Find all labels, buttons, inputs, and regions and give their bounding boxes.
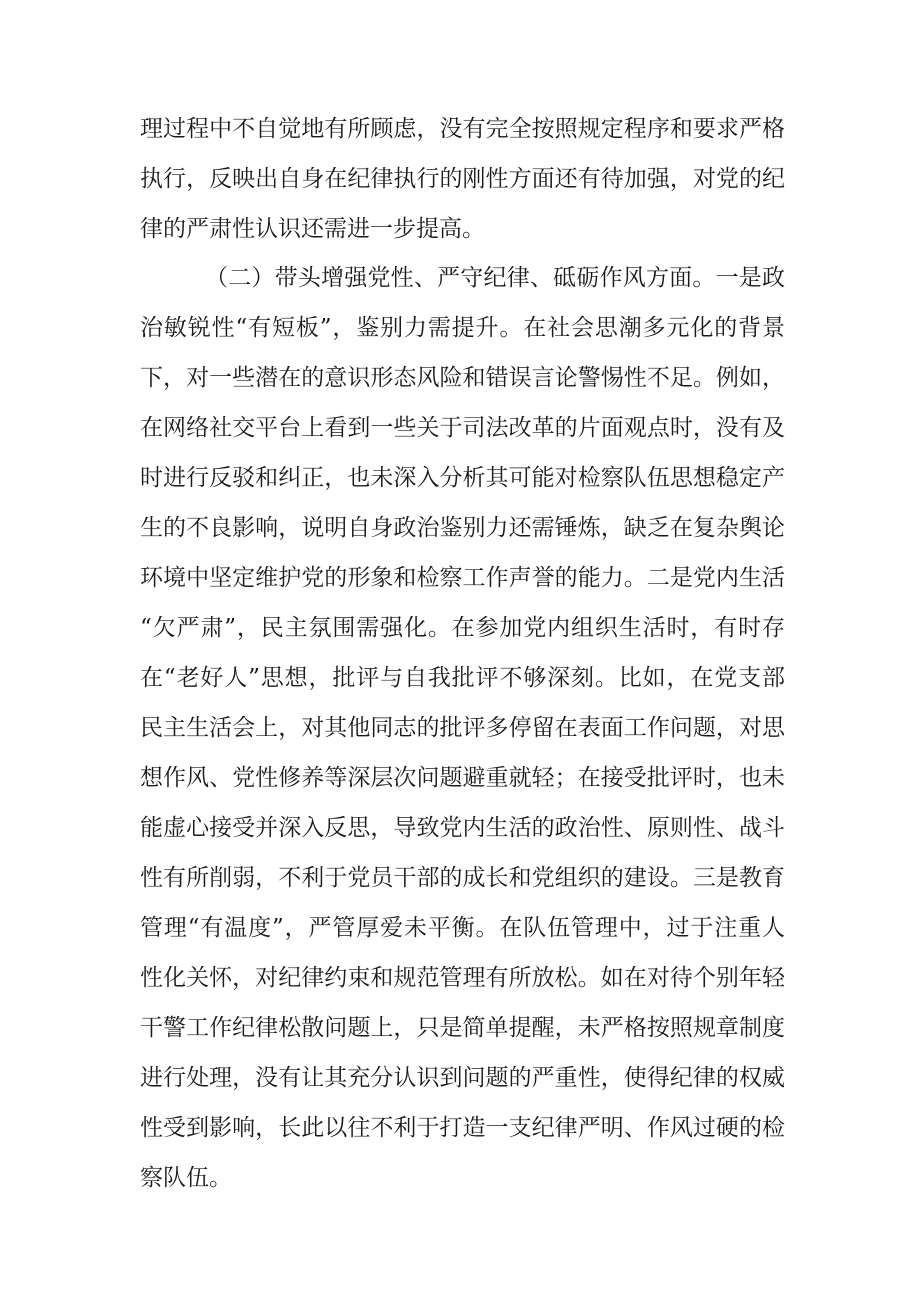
paragraph-section-two <box>140 253 785 1203</box>
text-line: （二）带头增强党性、严守纪律、砥砺作风方面。一是政 <box>205 265 785 291</box>
text-line: 干警工作纪律松散问题上，只是简单提醒，未严格按照规章制度 <box>140 1015 785 1041</box>
text-line: 能虚心接受并深入反思，导致党内生活的政治性、原则性、战斗 <box>140 815 785 841</box>
text-line: 下，对一些潜在的意识形态风险和错误言论警惕性不足。例如， <box>140 365 785 391</box>
paragraph-continuation <box>140 104 785 254</box>
text-line: 管理“有温度”，严管厚爱未平衡。在队伍管理中，过于注重人 <box>140 915 785 941</box>
text-line: 性受到影响，长此以往不利于打造一支纪律严明、作风过硬的检 <box>140 1115 785 1141</box>
text-line: 律的严肃性认识还需进一步提高。 <box>140 216 485 242</box>
text-line: 时进行反驳和纠正，也未深入分析其可能对检察队伍思想稳定产 <box>140 465 785 491</box>
text-line: 环境中坚定维护党的形象和检察工作声誉的能力。二是党内生活 <box>140 565 785 591</box>
text-line: 在“老好人”思想，批评与自我批评不够深刻。比如，在党支部 <box>140 665 785 691</box>
text-line: 理过程中不自觉地有所顾虑，没有完全按照规定程序和要求严格 <box>140 116 785 142</box>
text-line: 治敏锐性“有短板”，鉴别力需提升。在社会思潮多元化的背景 <box>140 315 785 341</box>
text-line: “欠严肃”，民主氛围需强化。在参加党内组织生活时，有时存 <box>140 615 785 641</box>
text-line: 性有所削弱，不利于党员干部的成长和党组织的建设。三是教育 <box>140 865 785 891</box>
text-line: 察队伍。 <box>140 1165 232 1191</box>
text-line: 想作风、党性修养等深层次问题避重就轻；在接受批评时，也未 <box>140 765 785 791</box>
text-line: 民主生活会上，对其他同志的批评多停留在表面工作问题，对思 <box>140 715 785 741</box>
text-line: 执行，反映出自身在纪律执行的刚性方面还有待加强，对党的纪 <box>140 166 785 192</box>
text-line: 生的不良影响，说明自身政治鉴别力还需锤炼，缺乏在复杂舆论 <box>140 515 785 541</box>
text-line: 在网络社交平台上看到一些关于司法改革的片面观点时，没有及 <box>140 415 785 441</box>
text-line: 进行处理，没有让其充分认识到问题的严重性，使得纪律的权威 <box>140 1065 785 1091</box>
text-line: 性化关怀，对纪律约束和规范管理有所放松。如在对待个别年轻 <box>140 965 785 991</box>
